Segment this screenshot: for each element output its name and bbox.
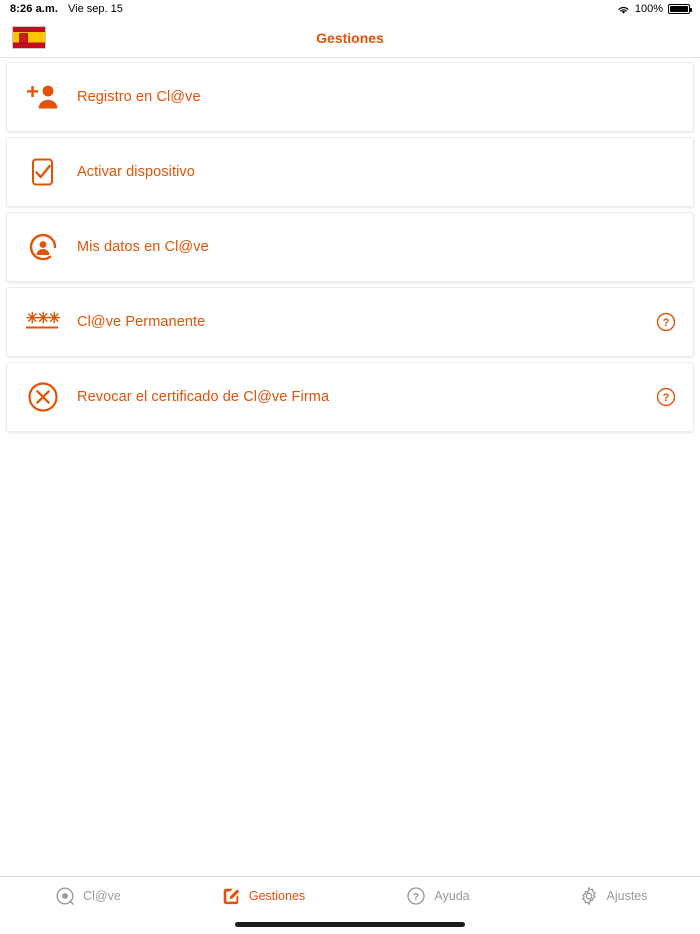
page-title: Gestiones [316,29,384,46]
gear-icon [578,885,600,907]
device-check-icon [23,152,63,192]
svg-text:✳: ✳ [48,310,61,327]
question-circle-icon[interactable] [655,386,677,408]
list-item-label: Registro en Cl@ve [77,89,201,105]
clave-target-icon [54,885,76,907]
tab-label: Ayuda [434,889,470,903]
status-time: 8:26 a.m. [10,3,58,15]
tab-ayuda[interactable] [350,885,525,907]
tab-ajustes[interactable] [525,885,700,907]
list-item-label: Revocar el certificado de Cl@ve Firma [77,389,330,405]
list-item-label: Cl@ve Permanente [77,314,206,330]
status-bar-left [10,3,123,15]
user-data-circle-icon [23,227,63,267]
battery-full-icon [668,4,690,14]
home-indicator[interactable] [235,922,465,927]
tab-bar [0,876,700,934]
svg-text:?: ? [662,392,670,405]
tab-label: Gestiones [248,889,306,903]
svg-text:?: ? [662,317,670,330]
gestiones-list [0,62,700,432]
tab-clave[interactable] [0,885,175,907]
tab-label: Ajustes [606,889,648,903]
svg-text:✳: ✳ [37,310,50,327]
list-item[interactable] [6,287,694,357]
edit-square-icon [220,885,242,907]
status-date: Vie sep. 15 [67,3,123,15]
status-bar [0,0,700,18]
svg-text:?: ? [413,892,420,904]
status-bar-right [617,3,690,15]
list-item[interactable] [6,62,694,132]
asterisks-password-icon [23,302,63,342]
list-item-label: Activar dispositivo [77,164,195,180]
tab-gestiones[interactable] [175,885,350,907]
list-item[interactable] [6,137,694,207]
spain-flag-icon [12,26,46,49]
question-circle-icon[interactable] [655,311,677,333]
wifi-icon [617,5,630,15]
list-item[interactable] [6,212,694,282]
question-circle-icon [405,885,427,907]
main-content [0,58,700,876]
battery-percent-label: 100% [634,3,663,15]
nav-bar [0,18,700,58]
svg-text:✳: ✳ [26,310,39,327]
cancel-circle-icon [23,377,63,417]
list-item-label: Mis datos en Cl@ve [77,239,209,255]
tab-label: Cl@ve [83,889,121,903]
list-item[interactable] [6,362,694,432]
add-person-icon [23,77,63,117]
